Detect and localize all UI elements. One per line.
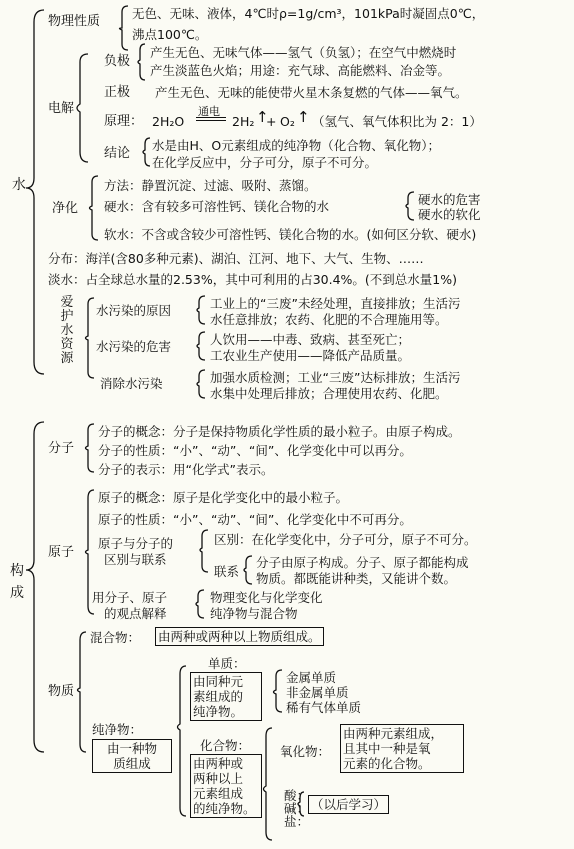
pollution-harm-line1: 人饮用——中毒、致病、甚至死亡； bbox=[210, 332, 411, 347]
oxide-label: 氧化物： bbox=[280, 744, 331, 759]
water-title: 水 bbox=[12, 177, 26, 193]
hard-water-softening: 硬水的软化 bbox=[418, 207, 481, 222]
pollution-elimination-label: 消除水污染 bbox=[100, 376, 163, 391]
element-def-line: 素组成的 bbox=[193, 689, 244, 704]
equation-volume-note: （氢气、氧气体积比为 2：1） bbox=[312, 114, 482, 129]
soft-water-definition: 软水：不含或含较少可溶性钙、镁化合物的水。(如何区分软、硬水) bbox=[104, 227, 477, 242]
atom-molecule-link-line1: 分子由原子构成。分子、原子都能构成 bbox=[256, 555, 469, 570]
freshwater-info: 淡水：占全球总水量的2.53%，其中可利用的占30.4%。(不到总水量1%) bbox=[48, 272, 458, 287]
compound-def-line: 元素组成 bbox=[193, 786, 244, 801]
purification-label: 净化 bbox=[52, 201, 79, 216]
water-distribution: 分布：海洋(含80多种元素)、湖泊、江河、地下、大气、生物、…… bbox=[48, 251, 424, 266]
atom-molecule-relation-line2: 区别与联系 bbox=[104, 552, 167, 567]
atom-label: 原子 bbox=[48, 545, 75, 560]
element-label: 单质： bbox=[208, 656, 246, 671]
explain-label-line1: 用分子、原子 bbox=[92, 590, 168, 605]
element-type-metal: 金属单质 bbox=[286, 670, 337, 685]
oxide-def-line: 由两种元素组成， bbox=[343, 726, 444, 741]
pollution-causes-line2: 水任意排放；农药、化肥的不合理施用等。 bbox=[210, 312, 448, 327]
acid-label: 酸： bbox=[284, 788, 310, 803]
pollution-elimination-line2: 水集中处理后排放；合理使用农药、化肥。 bbox=[210, 386, 448, 401]
gas-up-arrow-icon: ↑ bbox=[256, 108, 269, 126]
element-def-line: 由同种元 bbox=[193, 674, 244, 689]
atom-molecule-link-label: 联系 bbox=[214, 564, 240, 579]
pollution-causes-label: 水污染的原因 bbox=[96, 303, 172, 318]
conclusion-label: 结论 bbox=[104, 146, 131, 161]
element-type-noble-gas: 稀有气体单质 bbox=[286, 700, 362, 715]
electrolysis-label: 电解 bbox=[48, 101, 75, 116]
hard-water-definition: 硬水：含有较多可溶性钙、镁化合物的水 bbox=[104, 199, 330, 214]
explain-pure-mixture: 纯净物与混合物 bbox=[210, 606, 298, 621]
explain-physical-chemical-change: 物理变化与化学变化 bbox=[210, 590, 323, 605]
pollution-harm-label: 水污染的危害 bbox=[96, 339, 172, 354]
hard-water-harm: 硬水的危害 bbox=[418, 192, 481, 207]
pollution-harm-line2: 工农业生产使用——降低产品质量。 bbox=[210, 348, 411, 363]
equation-product-hydrogen: 2H₂ bbox=[232, 114, 255, 129]
atom-molecule-difference: 区别：在化学变化中，分子可分，原子不可分。 bbox=[214, 532, 477, 547]
pure-substance-definition-box bbox=[92, 739, 172, 773]
principle-label: 原理： bbox=[104, 114, 144, 129]
pure-substance-def-line2: 质组成 bbox=[113, 756, 151, 771]
element-def-line: 纯净物。 bbox=[193, 704, 244, 719]
explain-label-line2: 的观点解释 bbox=[104, 606, 167, 621]
atom-property: 原子的性质：“小”、“动”、“间”、化学变化中不可再分。 bbox=[98, 512, 412, 527]
gas-up-arrow-icon: ↑ bbox=[297, 108, 310, 126]
equation-arrow-line-2 bbox=[196, 120, 226, 121]
base-label: 碱： bbox=[284, 801, 310, 816]
equation-arrow-line bbox=[196, 117, 226, 118]
atom-molecule-relation-line1: 原子与分子的 bbox=[98, 536, 174, 551]
negative-electrode-label: 负极 bbox=[104, 54, 131, 69]
compound-definition-box bbox=[190, 754, 262, 818]
molecule-property: 分子的性质：“小”、“动”、“间”、化学变化中可以再分。 bbox=[98, 443, 412, 458]
positive-electrode-label: 正极 bbox=[104, 85, 131, 100]
purification-methods: 方法：静置沉淀、过滤、吸附、蒸馏。 bbox=[104, 178, 317, 193]
positive-electrode-text: 产生无色、无味的能使带火星木条复燃的气体——氧气。 bbox=[155, 85, 468, 100]
equation-condition: 通电 bbox=[198, 105, 220, 118]
equation-product-oxygen: O₂ bbox=[280, 114, 295, 129]
element-definition-box bbox=[190, 672, 262, 721]
molecule-concept: 分子的概念：分子是保持物质化学性质的最小粒子。由原子构成。 bbox=[98, 424, 461, 439]
compound-def-line: 的纯净物。 bbox=[193, 801, 256, 816]
composition-title: 构成 bbox=[10, 563, 24, 601]
mixture-definition: 由两种或两种以上物质组成。 bbox=[155, 627, 324, 646]
negative-electrode-line1: 产生无色、无味气体——氢气（负氢）；在空气中燃烧时 bbox=[150, 45, 457, 60]
oxide-definition-box bbox=[340, 724, 464, 773]
salt-label: 盐： bbox=[284, 814, 310, 829]
physical-properties-line2: 沸点100℃。 bbox=[132, 27, 208, 42]
oxide-def-line: 元素的化合物。 bbox=[343, 756, 431, 771]
molecule-label: 分子 bbox=[48, 441, 75, 456]
physical-properties-label: 物理性质 bbox=[48, 14, 101, 29]
compound-label: 化合物： bbox=[200, 738, 251, 753]
conclusion-line2: 在化学反应中，分子可分，原子不可分。 bbox=[152, 155, 378, 170]
equation-plus: + bbox=[266, 114, 277, 129]
pure-substance-def-line1: 由一种物 bbox=[106, 741, 157, 756]
pollution-elimination-line1: 加强水质检测；工业“三废”达标排放；生活污 bbox=[210, 370, 461, 385]
physical-properties-line1: 无色、无味、液体，4℃时ρ=1g/cm³，101kPa时凝固点0℃， bbox=[132, 6, 485, 21]
compound-def-line: 两种以上 bbox=[193, 771, 244, 786]
substance-label: 物质 bbox=[48, 684, 75, 699]
conclusion-line1: 水是由H、O元素组成的纯净物（化合物、氧化物）； bbox=[152, 138, 440, 153]
molecule-notation: 分子的表示：用“化学式”表示。 bbox=[98, 462, 274, 477]
oxide-def-line: 且其中一种是氧 bbox=[343, 741, 431, 756]
pure-substance-label: 纯净物： bbox=[92, 722, 143, 737]
atom-concept: 原子的概念：原子是化学变化中的最小粒子。 bbox=[98, 490, 349, 505]
atom-molecule-link-line2: 物质。都既能讲种类，又能讲个数。 bbox=[256, 571, 457, 586]
equation-reactant: 2H₂O bbox=[152, 114, 185, 129]
negative-electrode-line2: 产生淡蓝色火焰；用途：充气球、高能燃料、冶金等。 bbox=[150, 63, 451, 78]
mixture-label: 混合物： bbox=[90, 630, 141, 645]
learn-later-note: （以后学习） bbox=[308, 795, 389, 814]
element-type-nonmetal: 非金属单质 bbox=[286, 685, 349, 700]
pollution-causes-line1: 工业上的“三废”未经处理，直接排放；生活污 bbox=[210, 296, 461, 311]
compound-def-line: 由两种或 bbox=[193, 756, 244, 771]
protect-water-label: 爱护水资源 bbox=[60, 295, 74, 366]
